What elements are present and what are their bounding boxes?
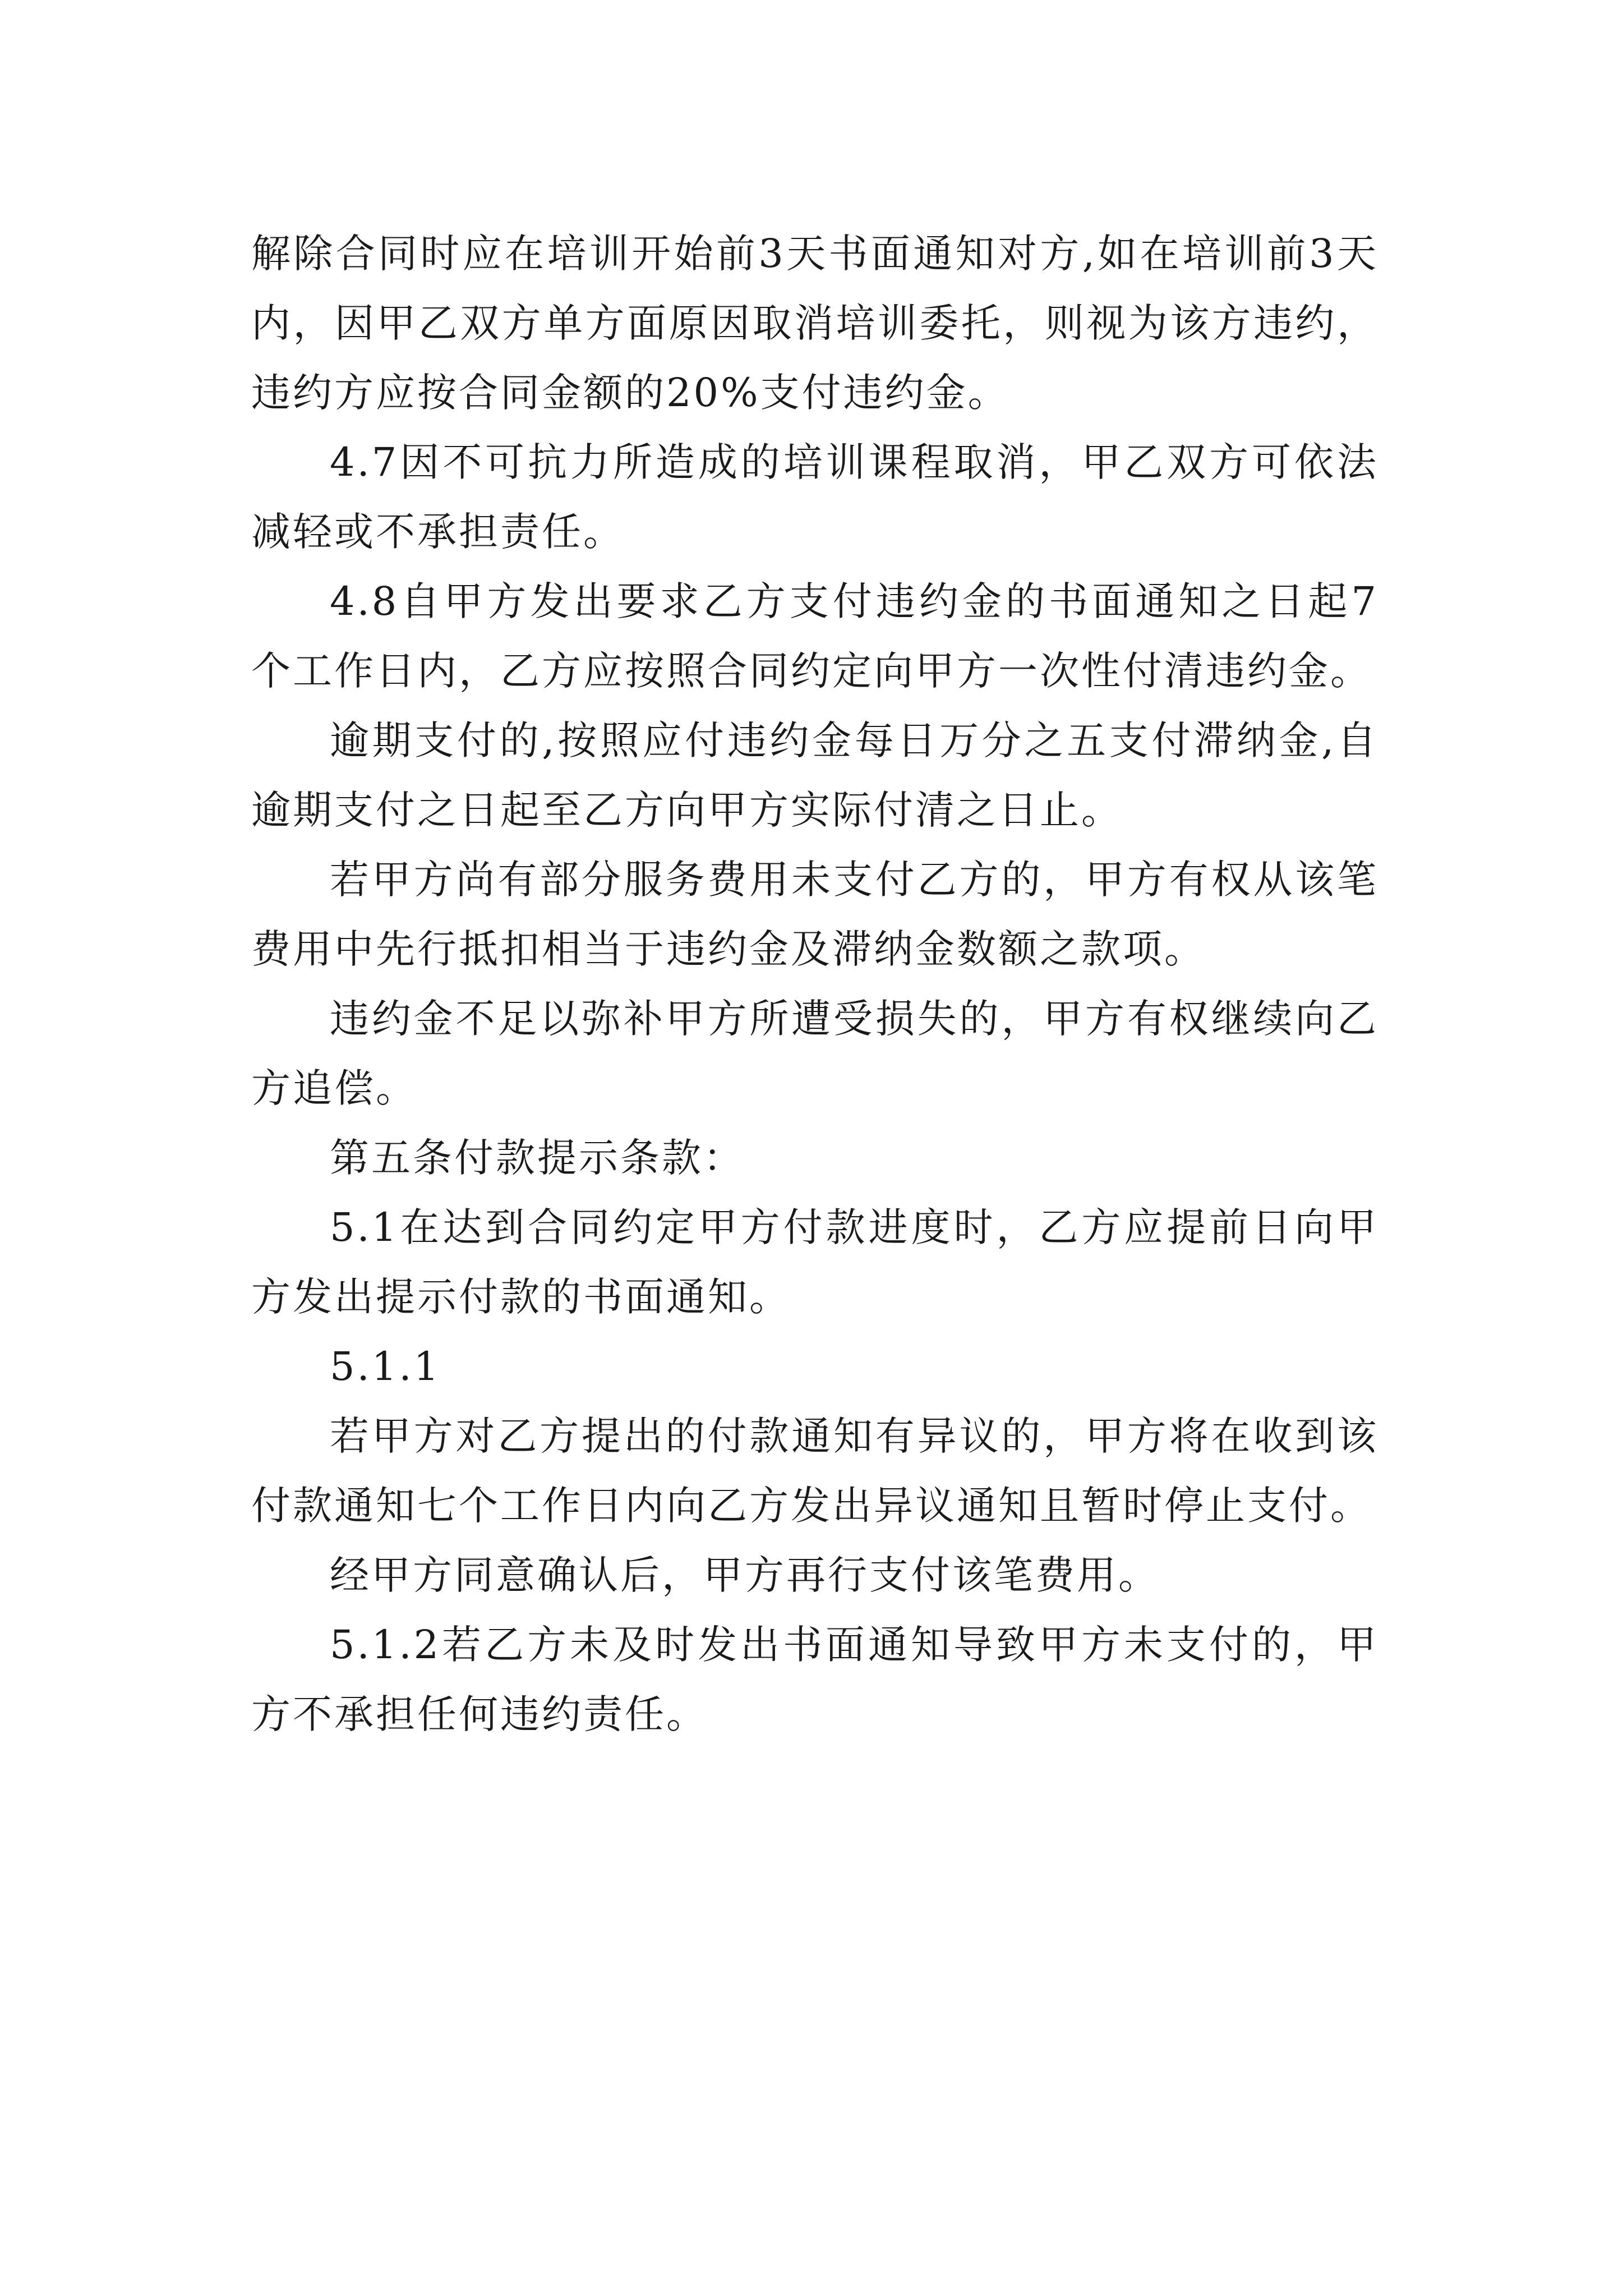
paragraph-5-1: 5.1在达到合同约定甲方付款进度时，乙方应提前日向甲方发出提示付款的书面通知。 <box>251 1204 1378 1320</box>
clause-number-5-1-1: 5.1.1 <box>330 1343 441 1389</box>
section-heading-article-5: 第五条付款提示条款： <box>330 1135 745 1181</box>
document-body <box>251 219 1378 1749</box>
paragraph-objection: 若甲方对乙方提出的付款通知有异议的，甲方将在收到该付款通知七个工作日内向乙方发出异议通知且暂时停止支付。 <box>251 1413 1378 1529</box>
paragraph-compensation: 违约金不足以弥补甲方所遭受损失的，甲方有权继续向乙方追偿。 <box>251 996 1378 1111</box>
paragraph-deduction: 若甲方尚有部分服务费用未支付乙方的，甲方有权从该笔费用中先行抵扣相当于违约金及滞纳金数额之款项。 <box>251 857 1378 972</box>
paragraph-5-1-2: 5.1.2若乙方未及时发出书面通知导致甲方未支付的，甲方不承担任何违约责任。 <box>251 1622 1378 1737</box>
paragraph-late-payment: 逾期支付的,按照应付违约金每日万分之五支付滞纳金,自逾期支付之日起至乙方向甲方实际付清之日止。 <box>251 717 1378 833</box>
paragraph-breach-notice: 解除合同时应在培训开始前3天书面通知对方,如在培训前3天内，因甲乙双方单方面原因取消培训委托，则视为该方违约，违约方应按合同金额的20%支付违约金。 <box>251 231 1378 416</box>
paragraph-4-7: 4.7因不可抗力所造成的培训课程取消，甲乙双方可依法减轻或不承担责任。 <box>251 439 1378 555</box>
paragraph-4-8: 4.8自甲方发出要求乙方支付违约金的书面通知之日起7个工作日内，乙方应按照合同约定向甲方一次性付清违约金。 <box>251 578 1378 694</box>
paragraph-confirmation: 经甲方同意确认后，甲方再行支付该笔费用。 <box>330 1552 1160 1598</box>
